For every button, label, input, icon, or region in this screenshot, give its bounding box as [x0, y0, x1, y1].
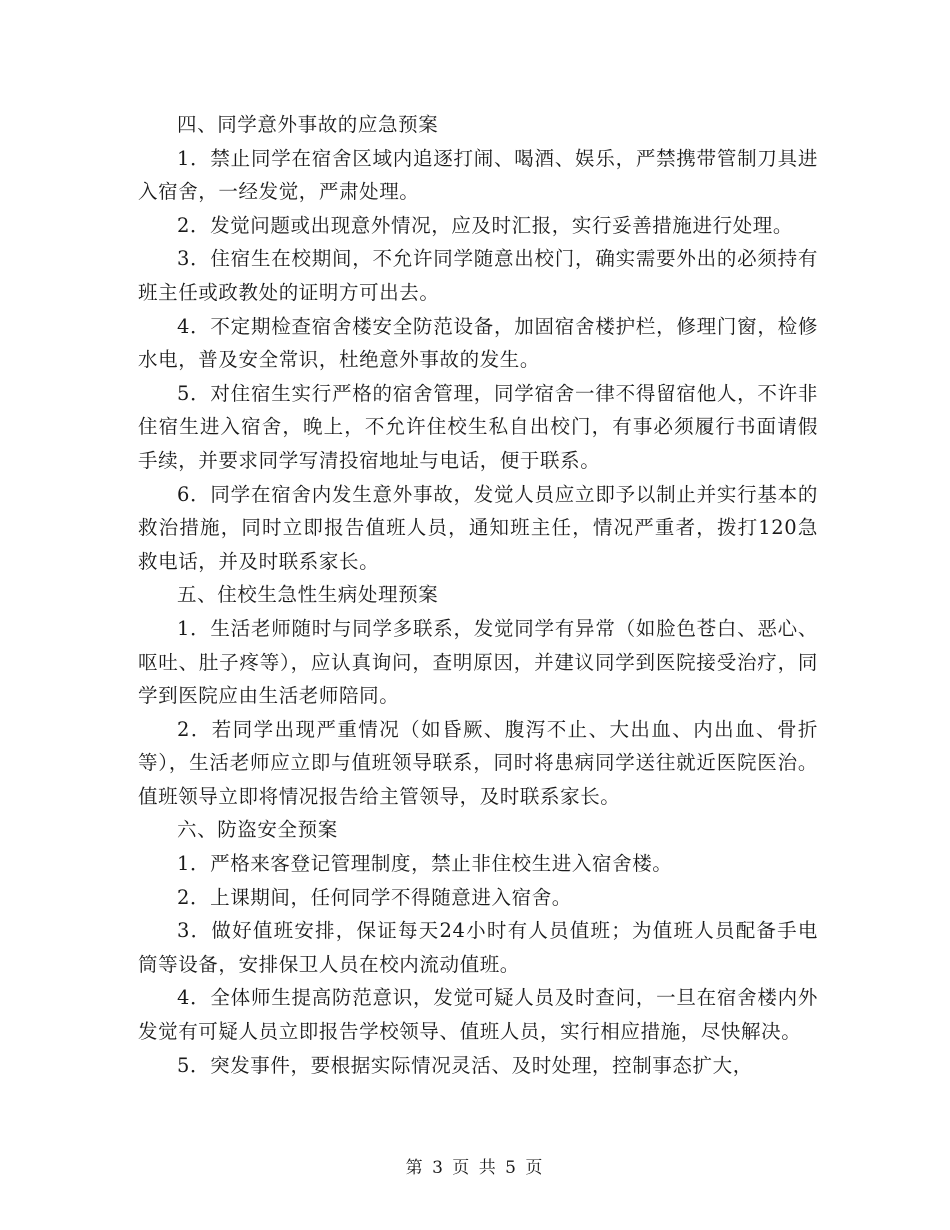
section-heading-5: 五、住校生急性生病处理预案: [177, 583, 439, 607]
paragraph-4-3: 3．住宿生在校期间，不允许同学随意出校门，确实需要外出的必须持有班主任或政教处的证明方可出去。: [138, 247, 818, 304]
paragraph-6-4: 4．全体师生提高防范意识，发觉可疑人员及时查问，一旦在宿舍楼内外发觉有可疑人员立即报告学校领导、值班人员，实行相应措施，尽快解决。: [138, 986, 818, 1044]
section-heading-6: 六、防盗安全预案: [177, 818, 338, 842]
paragraph-6-2: 2．上课期间，任何同学不得随意进入宿舍。: [177, 885, 572, 909]
paragraph-4-6: 6．同学在宿舍内发生意外事故，发觉人员应立即予以制止并实行基本的救治措施，同时立即报告值班人员，通知班主任，情况严重者，拨打120急救电话，并及时联系家长。: [138, 482, 818, 573]
paragraph-4-2: 2．发觉问题或出现意外情况，应及时汇报，实行妥善措施进行处理。: [177, 213, 794, 237]
section-heading-4: 四、同学意外事故的应急预案: [177, 113, 439, 136]
paragraph-4-4: 4．不定期检查宿舍楼安全防范设备，加固宿舍楼护栏，修理门窗，检修水电，普及安全常识，杜绝意外事故的发生。: [138, 314, 818, 372]
page-number-footer: 第 3 页 共 5 页: [405, 1158, 545, 1178]
paragraph-5-2: 2．若同学出现严重情况（如昏厥、腹泻不止、大出血、内出血、骨折等），生活老师应立即与值班领导联系，同时将患病同学送往就近医院医治。值班领导立即将情况报告给主管领导，及时联系家长。: [138, 717, 818, 808]
paragraph-5-1: 1．生活老师随时与同学多联系，发觉同学有异常（如脸色苍白、恶心、呕吐、肚子疼等），应认真询问，查明原因，并建议同学到医院接受治疗，同学到医院应由生活老师陪同。: [138, 616, 818, 708]
paragraph-6-1: 1．严格来客登记管理制度，禁止非住校生进入宿舍楼。: [177, 852, 673, 876]
paragraph-6-5: 5．突发事件，要根据实际情况灵活、及时处理，控制事态扩大，: [177, 1053, 753, 1077]
paragraph-4-1: 1．禁止同学在宿舍区域内追逐打闹、喝酒、娱乐，严禁携带管制刀具进入宿舍，一经发觉，严肃处理。: [138, 146, 818, 204]
paragraph-6-3: 3．做好值班安排，保证每天24小时有人员值班；为值班人员配备手电筒等设备，安排保卫人员在校内流动值班。: [138, 919, 818, 976]
document-body: [138, 108, 818, 1082]
paragraph-4-5: 5．对住宿生实行严格的宿舍管理，同学宿舍一律不得留宿他人，不许非住宿生进入宿舍，晚上，不允许住校生私自出校门，有事必须履行书面请假手续，并要求同学写清投宿地址与电话，便于联系。: [138, 381, 818, 472]
